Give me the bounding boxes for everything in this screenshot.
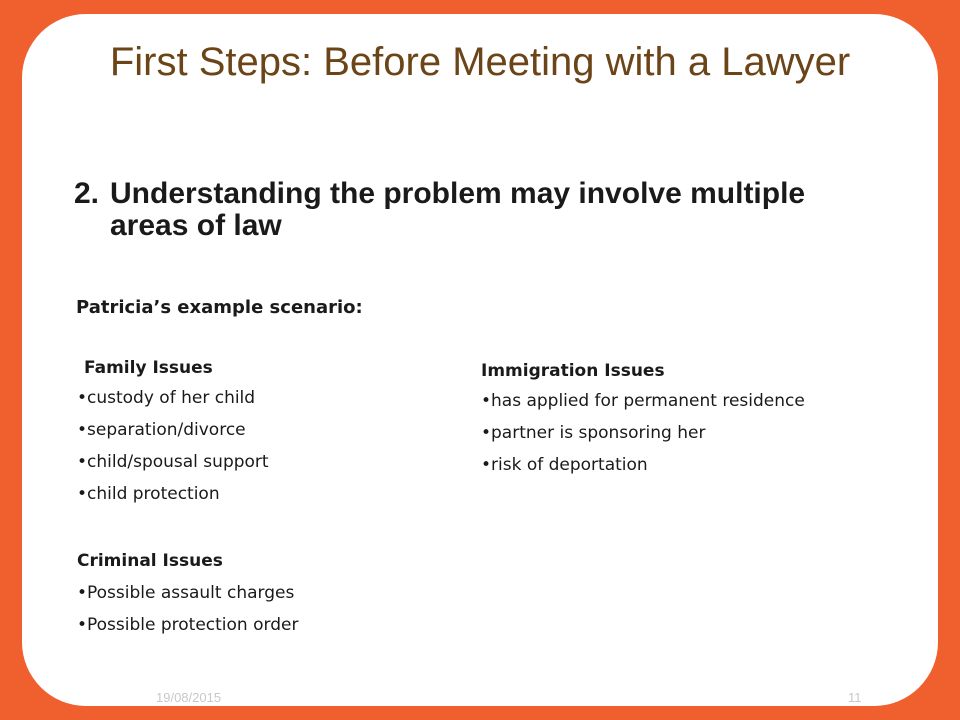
immigration-issues-section — [481, 359, 811, 481]
list-item: • risk of deportation — [481, 449, 811, 481]
list-item: • Possible protection order — [77, 609, 457, 641]
family-issues-heading: Family Issues — [84, 358, 213, 378]
family-issues-list — [77, 382, 457, 510]
list-item: • partner is sponsoring her — [481, 417, 811, 449]
immigration-issues-list — [481, 385, 811, 481]
list-item: • Possible assault charges — [77, 577, 457, 609]
family-issues-section — [77, 356, 457, 510]
slide-title: First Steps: Before Meeting with a Lawyer — [109, 40, 851, 84]
list-item: • has applied for permanent residence — [481, 385, 811, 417]
footer-page-number: 11 — [848, 690, 862, 705]
list-item: • separation/divorce — [77, 414, 457, 446]
point-text: Understanding the problem may involve multiple areas of law — [110, 177, 806, 242]
footer-date: 19/08/2015 — [156, 690, 222, 705]
numbered-point — [74, 178, 854, 242]
scenario-label: Patricia’s example scenario: — [76, 297, 363, 318]
criminal-issues-section — [77, 549, 457, 641]
slide-canvas — [22, 14, 938, 706]
immigration-issues-heading: Immigration Issues — [481, 361, 665, 381]
point-number: 2. — [74, 177, 100, 210]
criminal-issues-heading: Criminal Issues — [77, 551, 223, 571]
criminal-issues-list — [77, 577, 457, 641]
list-item: • child/spousal support — [77, 446, 457, 478]
list-item: • child protection — [77, 478, 457, 510]
list-item: • custody of her child — [77, 382, 457, 414]
